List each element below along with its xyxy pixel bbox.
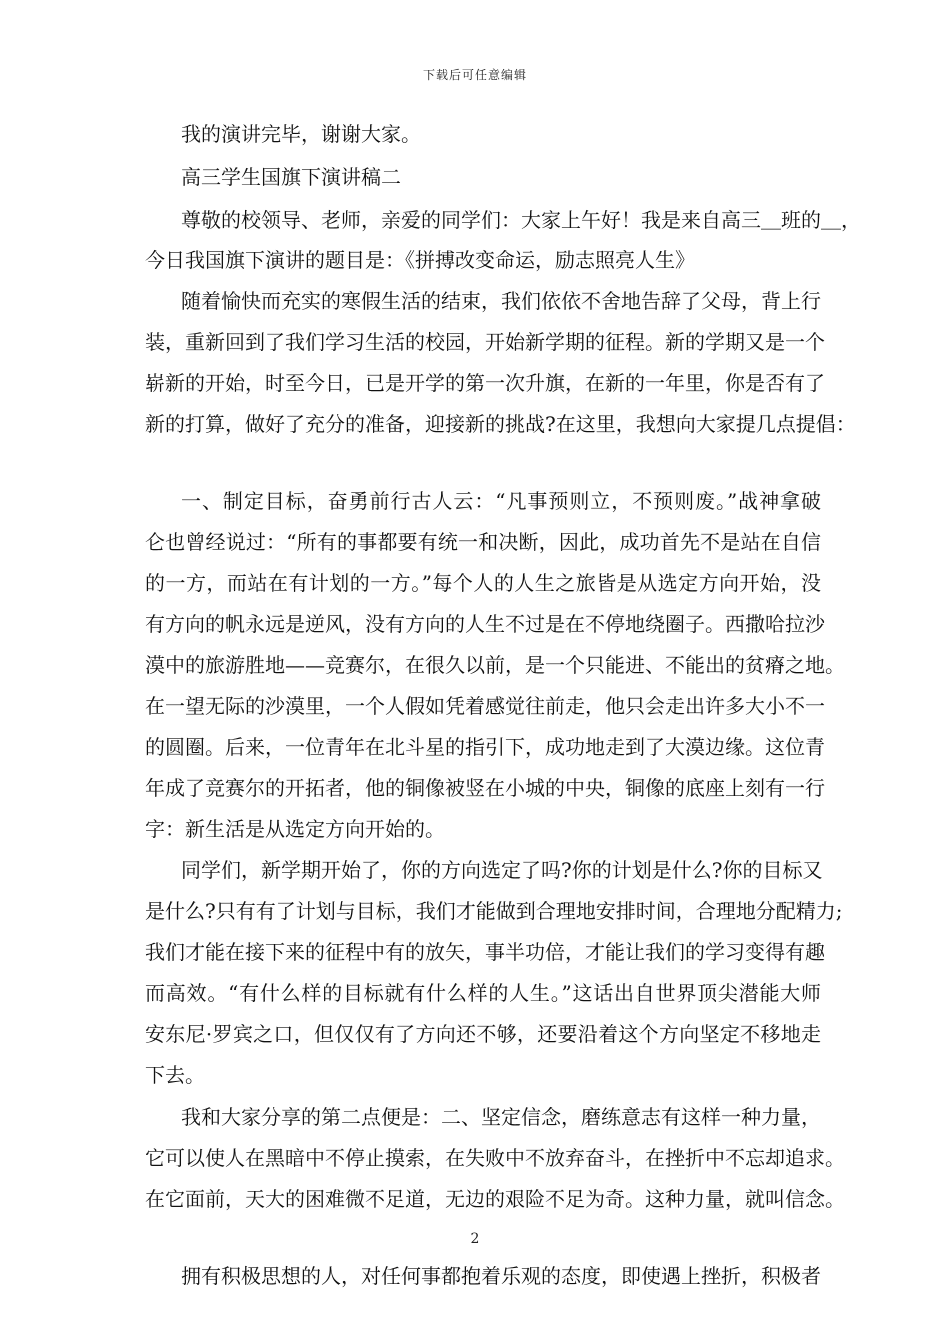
text-line: 的一方，而站在有计划的一方。”每个人的人生之旅皆是从选定方向开始，没 <box>145 571 821 595</box>
text-line: 随着愉快而充实的寒假生活的结束，我们依依不舍地告辞了父母，背上行 <box>181 289 821 313</box>
text-line: 崭新的开始，时至今日，已是开学的第一次升旗，在新的一年里，你是否有了 <box>145 371 825 395</box>
text-line: 装，重新回到了我们学习生活的校园，开始新学期的征程。新的学期又是一个 <box>145 330 825 354</box>
text-line: 的圆圈。后来，一位青年在北斗星的指引下，成功地走到了大漠边缘。这位青 <box>145 735 825 759</box>
text-line: 年成了竞赛尔的开拓者，他的铜像被竖在小城的中央，铜像的底座上刻有一行 <box>145 776 825 800</box>
text-line: 我的演讲完毕，谢谢大家。 <box>181 122 421 146</box>
text-line: 我们才能在接下来的征程中有的放矢，事半功倍，才能让我们的学习变得有趣 <box>145 940 825 964</box>
text-line: 高三学生国旗下演讲稿二 <box>181 165 401 189</box>
text-line: 新的打算，做好了充分的准备，迎接新的挑战?在这里，我想向大家提几点提倡： <box>145 412 856 436</box>
text-line: 拥有积极思想的人，对任何事都抱着乐观的态度，即使遇上挫折，积极者 <box>181 1264 821 1288</box>
text-line: 在一望无际的沙漠里，一个人假如凭着感觉往前走，他只会走出许多大小不一 <box>145 694 825 718</box>
page-number: 2 <box>470 1231 480 1247</box>
text-line: 一、制定目标，奋勇前行古人云：“凡事预则立，不预则废。”战神拿破 <box>181 489 821 513</box>
text-line: 下去。 <box>145 1063 205 1087</box>
text-line: 漠中的旅游胜地——竞赛尔，在很久以前，是一个只能进、不能出的贫瘠之地。 <box>145 653 845 677</box>
text-line: 安东尼·罗宾之口，但仅仅有了方向还不够，还要沿着这个方向坚定不移地走 <box>145 1022 821 1046</box>
text-line: 而高效。“有什么样的目标就有什么样的人生。”这话出自世界顶尖潜能大师 <box>145 981 821 1005</box>
text-line: 是什么?只有有了计划与目标，我们才能做到合理地安排时间，合理地分配精力; <box>145 899 843 923</box>
text-line: 我和大家分享的第二点便是：二、坚定信念，磨练意志有这样一种力量， <box>181 1105 821 1129</box>
text-line: 它可以使人在黑暗中不停止摸索，在失败中不放弃奋斗，在挫折中不忘却追求。 <box>145 1146 845 1170</box>
text-line: 尊敬的校领导、老师，亲爱的同学们：大家上午好！我是来自高三＿班的＿， <box>181 208 861 232</box>
text-line: 仑也曾经说过：“所有的事都要有统一和决断，因此，成功首先不是站在自信 <box>145 530 821 554</box>
text-line: 字：新生活是从选定方向开始的。 <box>145 817 445 841</box>
text-line: 在它面前，天大的困难微不足道，无边的艰险不足为奇。这种力量，就叫信念。 <box>145 1187 845 1211</box>
text-line: 同学们，新学期开始了，你的方向选定了吗?你的计划是什么?你的目标又 <box>181 858 823 882</box>
text-line: 有方向的帆永远是逆风，没有方向的人生不过是在不停地绕圈子。西撒哈拉沙 <box>145 612 825 636</box>
text-line: 今日我国旗下演讲的题目是：《拼搏改变命运，励志照亮人生》 <box>145 248 695 272</box>
page-header: 下载后可任意编辑 <box>422 68 527 82</box>
